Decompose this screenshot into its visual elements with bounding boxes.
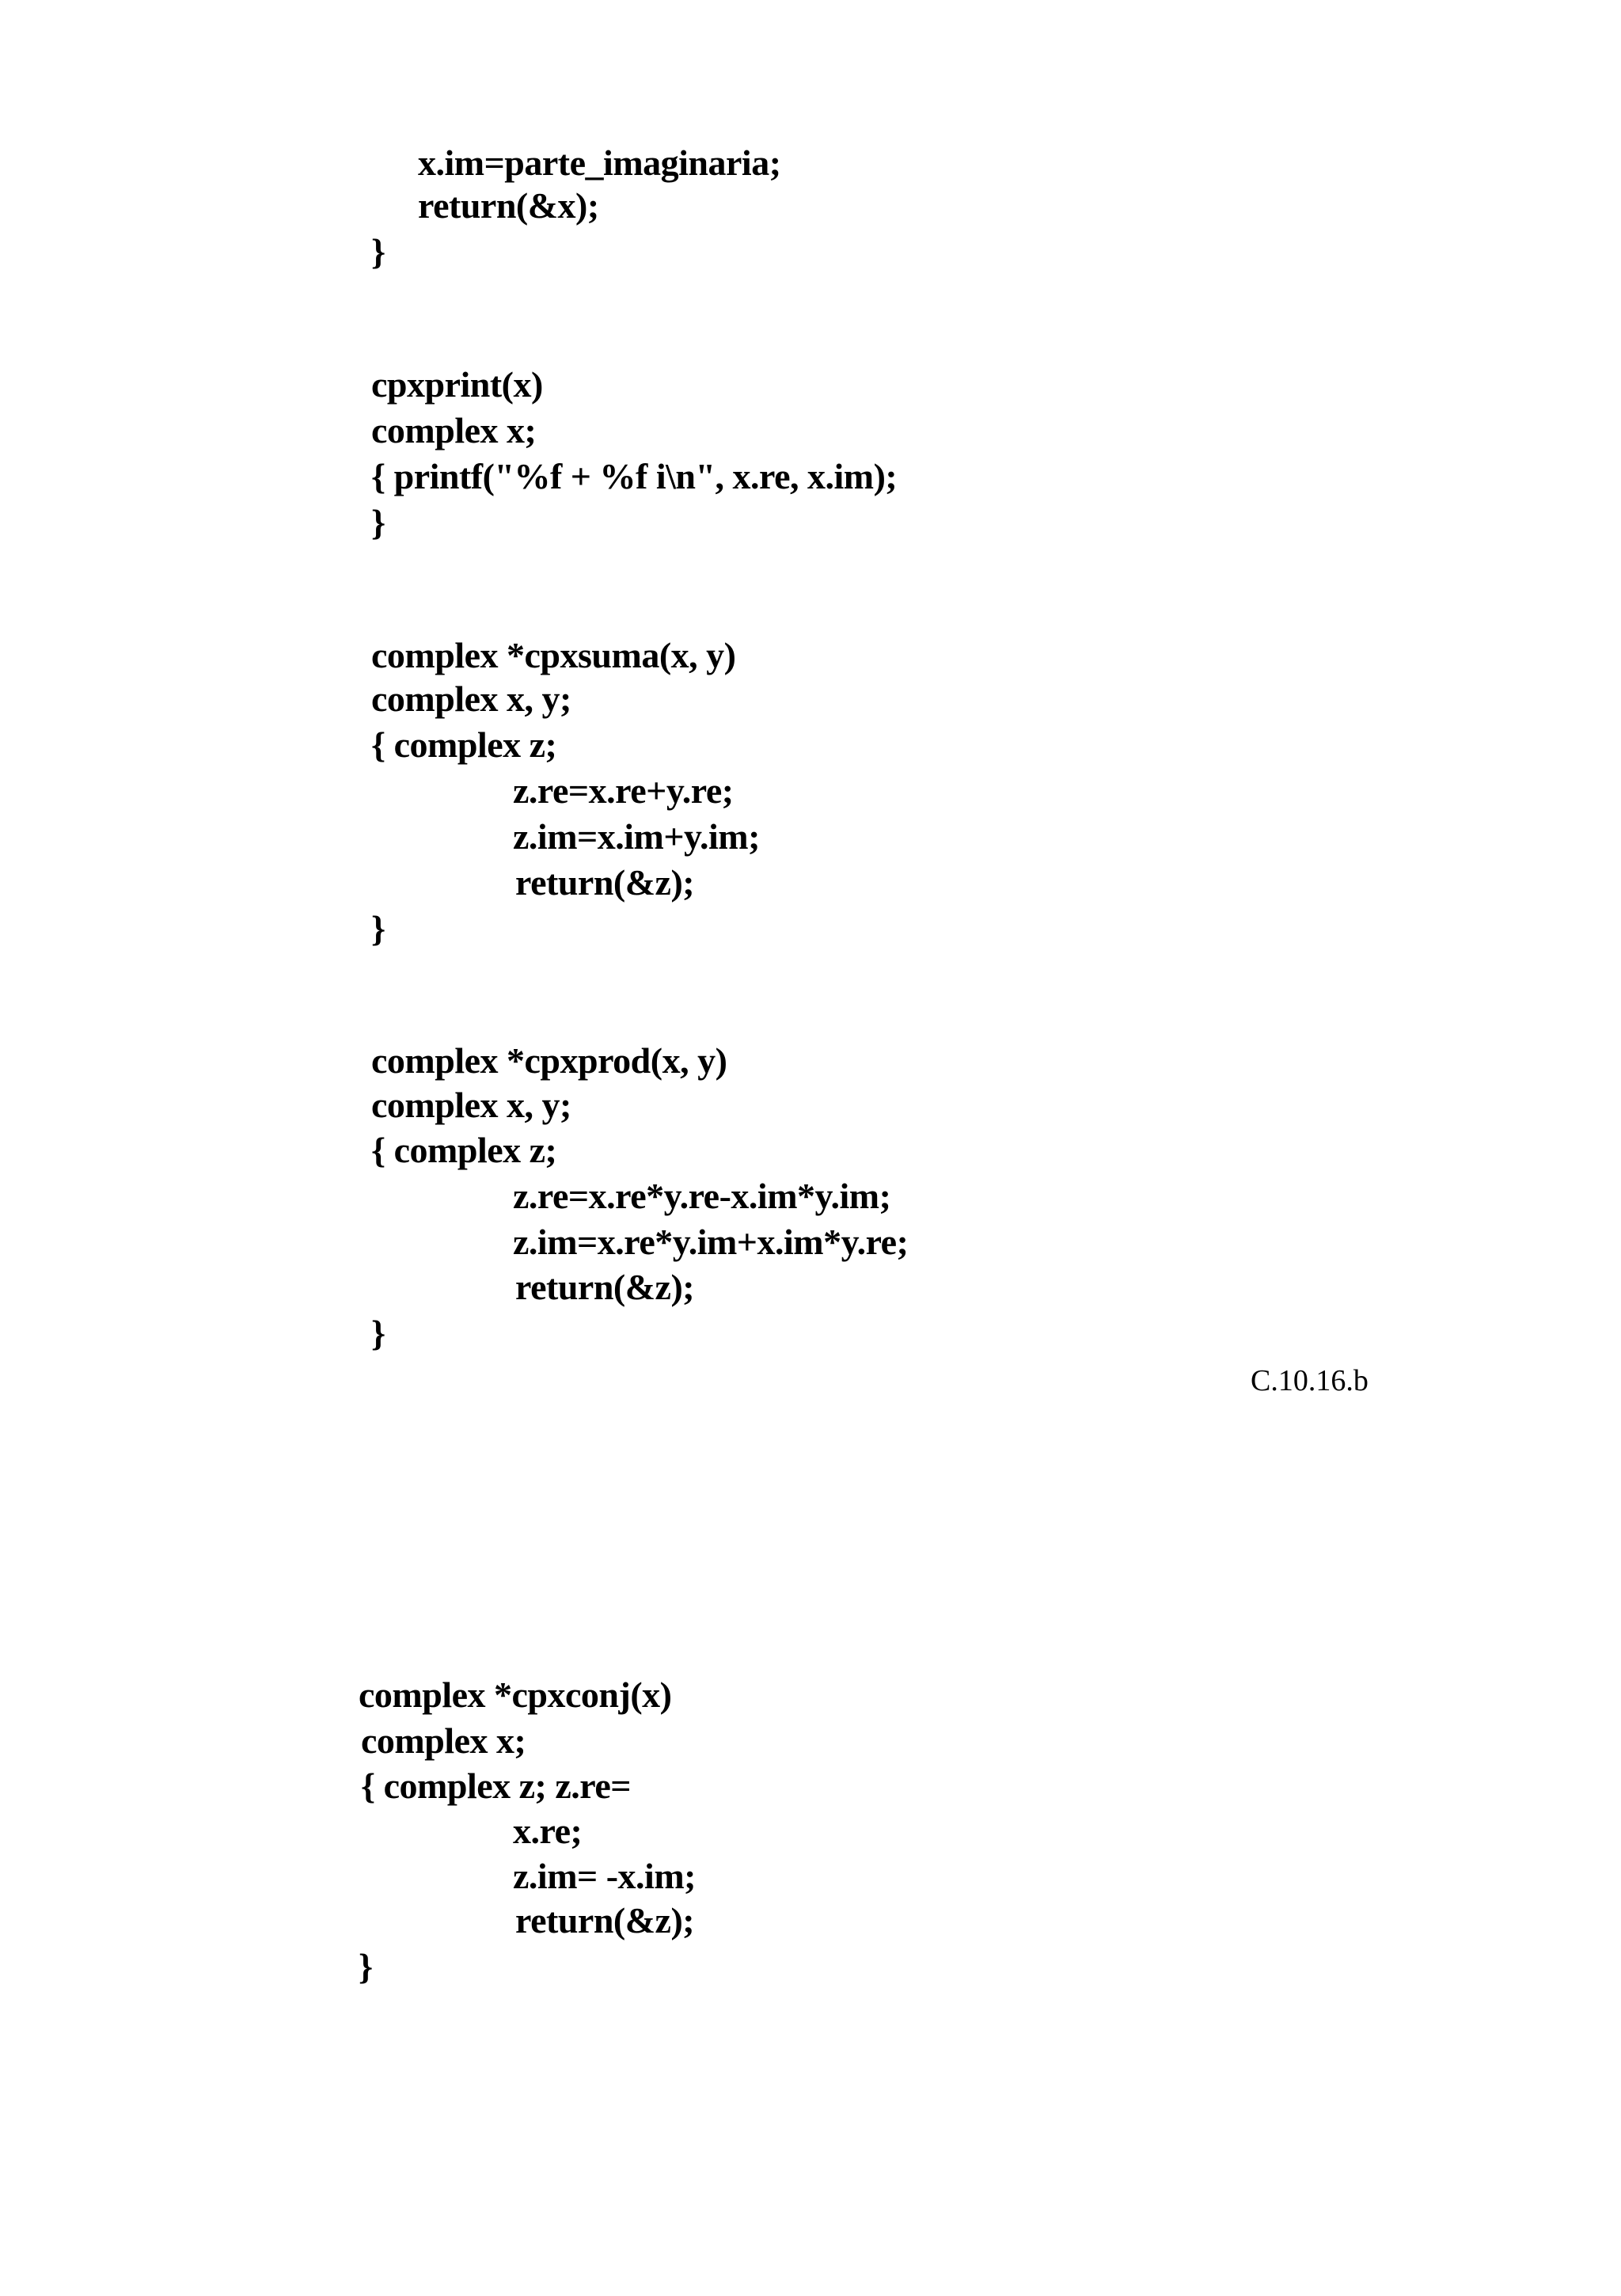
code-line: x.im=parte_imaginaria;	[418, 143, 781, 183]
code-line: z.im= -x.im;	[513, 1856, 696, 1896]
code-line: z.re=x.re+y.re;	[513, 770, 734, 811]
code-line: { complex z; z.re=	[361, 1766, 632, 1806]
code-line: complex x, y;	[371, 679, 571, 719]
code-line: complex *cpxsuma(x, y)	[371, 635, 736, 675]
code-line: { complex z;	[371, 1130, 557, 1170]
code-line: }	[371, 502, 385, 542]
code-line: { complex z;	[371, 724, 557, 765]
code-line: complex *cpxconj(x)	[359, 1674, 672, 1715]
code-line: complex *cpxprod(x, y)	[371, 1040, 727, 1081]
code-line: complex x;	[371, 410, 537, 450]
code-line: }	[371, 908, 385, 948]
code-line: }	[371, 1313, 385, 1353]
code-line: }	[371, 231, 385, 272]
code-line: z.re=x.re*y.re-x.im*y.im;	[513, 1176, 891, 1216]
code-line: return(&z);	[515, 862, 695, 903]
code-line: { printf("%f + %f i\n", x.re, x.im);	[371, 456, 898, 496]
code-line: complex x;	[361, 1720, 526, 1761]
code-line: complex x, y;	[371, 1085, 571, 1125]
code-line: cpxprint(x)	[371, 364, 543, 405]
code-line: x.re;	[513, 1811, 583, 1851]
code-line: z.im=x.re*y.im+x.im*y.re;	[513, 1222, 909, 1262]
code-line: return(&x);	[418, 185, 599, 226]
figure-reference: C.10.16.b	[1251, 1364, 1369, 1397]
code-line: return(&z);	[515, 1900, 695, 1941]
code-line: z.im=x.im+y.im;	[513, 816, 760, 857]
code-line: }	[359, 1946, 373, 1986]
code-line: return(&z);	[515, 1267, 695, 1307]
